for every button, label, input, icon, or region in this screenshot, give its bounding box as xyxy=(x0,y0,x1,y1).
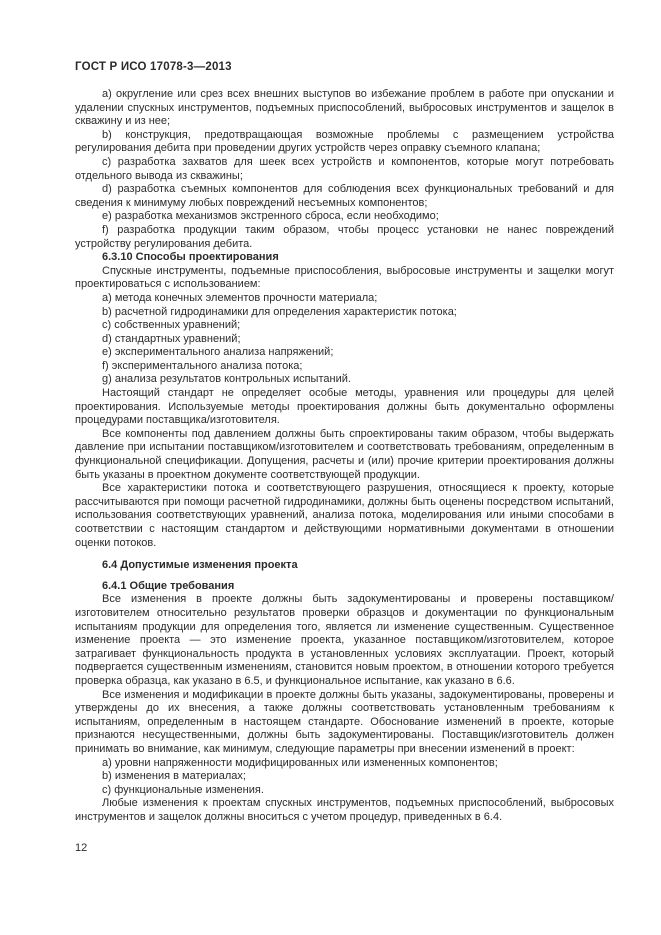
list-item: g) анализа результатов контрольных испытаний. xyxy=(102,373,351,386)
document-body xyxy=(75,88,614,824)
list-item: e) экспериментального анализа напряжений; xyxy=(102,346,334,359)
list-item: b) расчетной гидродинамики для определения характеристик потока; xyxy=(102,305,457,318)
list-item: b) изменения в материалах; xyxy=(102,770,246,783)
paragraph: Любые изменения к проектам спускных инструментов, подъемных приспособлений, выбросовых инструментов и защелок должны вноситься с учетом процедур, приведенных в 6.4. xyxy=(75,797,614,823)
section-heading: 6.4 Допустимые изменения проекта xyxy=(102,559,298,572)
list-item: e) разработка механизмов экстренного сброса, если необходимо; xyxy=(102,210,439,223)
list-item: f) экспериментального анализа потока; xyxy=(102,359,303,372)
paragraph: Спускные инструменты, подъемные приспособления, выбросовые инструменты и защелки могут проектироваться с использованием: xyxy=(75,264,614,291)
subsection-heading: 6.3.10 Способы проектирования xyxy=(102,251,279,264)
list-item: a) округление или срез всех внешних выступов во избежание проблем в работе при опускании и удалении спускных инструментов, подъемных приспособлений, выбросовых инструментов и защелок в скважину и из нее; xyxy=(75,88,614,128)
list-item: c) разработка захватов для шеек всех устройств и компонентов, которые могут потребовать отдельного вывода из скважины; xyxy=(75,155,614,182)
list-item: a) метода конечных элементов прочности материала; xyxy=(102,291,378,304)
paragraph: Настоящий стандарт не определяет особые методы, уравнения или процедуры для целей проектирования. Используемые методы проектирования должны быть документально оформлены процедурами поставщика/изготовителя. xyxy=(75,387,614,427)
list-item: d) разработка съемных компонентов для соблюдения всех функциональных требований и для сведения к минимуму любых повреждений несъемных компонентов; xyxy=(75,183,614,209)
list-item: c) функциональные изменения. xyxy=(102,783,264,796)
document-header: ГОСТ Р ИСО 17078-3—2013 xyxy=(75,61,232,73)
paragraph: Все компоненты под давлением должны быть спроектированы таким образом, чтобы выдержать давление при испытании поставщиком/изготовителем и соответствовать требованиям, определенным в функциональной спецификации. Допущения, расчеты и (или) прочие критерии проектирования должны быть указаны в проектном документе соответствующей продукции. xyxy=(75,427,614,481)
paragraph: Все изменения в проекте должны быть задокументированы и проверены поставщиком/изготовителем относительно результатов проверки образцов и документации по функциональным испытаниям продукции для определения того, является ли изменение существенным. Существенное изменение проекта — это изменение проекта, указанное поставщиком/изготовителем, которое затрагивает функциональность продукта в установленных условиях эксплуатации. Проект, который подвергается существенным изменениям, становится новым проектом, в отношении которого требуется проверка образца, как указано в 6.5, и функциональное испытание, как указано в 6.6. xyxy=(75,593,614,687)
list-item: b) конструкция, предотвращающая возможные проблемы с размещением устройства регулирования дебита при проведении других устройств через оправку съемного клапана; xyxy=(75,128,614,155)
list-item: c) собственных уравнений; xyxy=(102,319,241,332)
list-item: f) разработка продукции таким образом, чтобы процесс установки не нанес повреждений устройству регулирования дебита. xyxy=(75,223,614,250)
paragraph: Все характеристики потока и соответствующего разрушения, относящиеся к проекту, которые рассчитываются при помощи расчетной гидродинамики, должны быть оценены посредством испытаний, использования соответствующих уравнений, анализа потока, моделирования или иными способами в соответствии с настоящим стандартом и действующими нормативными документами в отношении оценки потоков. xyxy=(75,482,614,549)
paragraph: Все изменения и модификации в проекте должны быть указаны, задокументированы, проверены и утверждены до их внесения, а также должны соответствовать установленным требованиям к испытаниям, определенным в настоящем стандарте. Обоснование изменений в проекте, которые признаются несущественными, должны быть задокументированы. Поставщик/изготовитель должен принимать во внимание, как минимум, следующие параметры при внесении изменений в проект: xyxy=(75,688,614,755)
list-item: a) уровни напряженности модифицированных или измененных компонентов; xyxy=(102,756,498,769)
subsection-heading: 6.4.1 Общие требования xyxy=(102,579,235,592)
page-number: 12 xyxy=(75,842,88,854)
list-item: d) стандартных уравнений; xyxy=(102,332,241,345)
